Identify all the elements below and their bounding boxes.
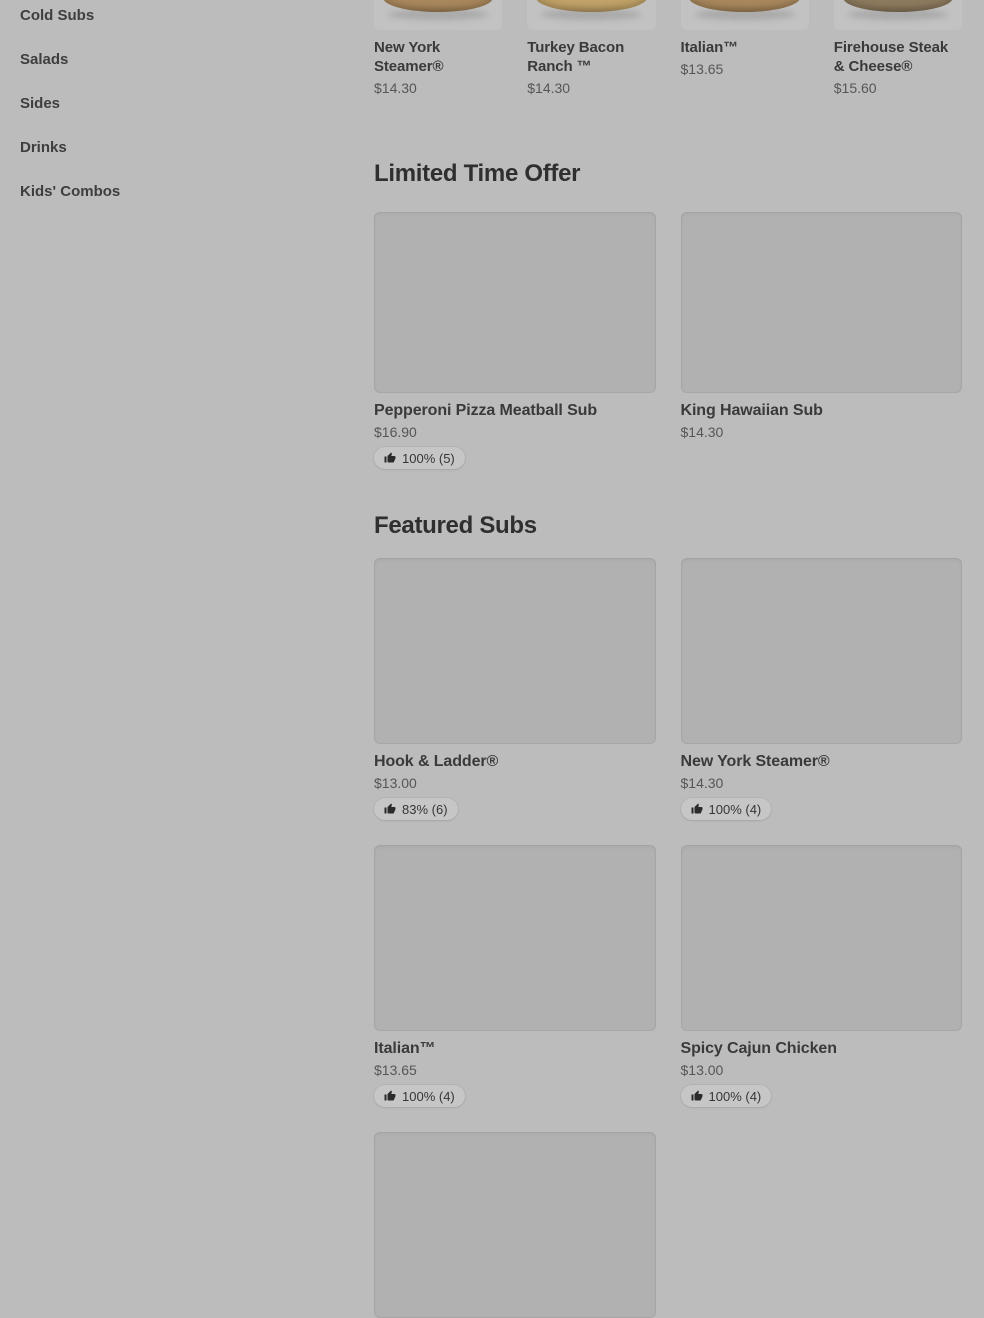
menu-item-card[interactable] (374, 845, 656, 1107)
rating-text: 100% (4) (708, 801, 762, 817)
menu-item-card[interactable] (681, 558, 963, 820)
top-card-row (374, 0, 962, 97)
rating-badge (374, 447, 465, 469)
menu-content (374, 0, 962, 1318)
menu-item-card[interactable] (374, 0, 502, 97)
product-name: King Hawaiian Sub (680, 402, 823, 419)
section-heading: Featured Subs (374, 512, 537, 539)
menu-item-card[interactable] (681, 0, 809, 97)
product-price: $13.65 (680, 61, 724, 77)
card-grid (374, 212, 962, 469)
menu-item-card[interactable] (681, 845, 963, 1107)
thumbs-up-icon (384, 803, 396, 815)
product-image (834, 0, 962, 30)
rating-badge (681, 798, 772, 820)
thumbs-up-icon (691, 803, 703, 815)
product-price: $14.30 (680, 775, 724, 791)
rating-text: 100% (5) (402, 450, 455, 466)
rating-text: 83% (6) (402, 801, 448, 817)
product-price: $13.65 (374, 1062, 417, 1078)
rating-badge (681, 1085, 772, 1107)
rating-badge (374, 798, 458, 820)
photo-shadow (695, 9, 795, 20)
product-name: Pepperoni Pizza Meatball Sub (374, 402, 598, 419)
product-image (374, 558, 656, 744)
product-name: Firehouse Steak & Cheese® (833, 39, 949, 75)
menu-item-card[interactable] (681, 212, 963, 469)
product-price: $13.00 (374, 775, 417, 791)
product-image (374, 0, 502, 30)
thumbs-up-icon (384, 1090, 396, 1102)
photo-shadow (541, 9, 641, 20)
section-limited-time-offer (374, 160, 962, 469)
product-name: Hook & Ladder® (374, 753, 499, 770)
product-image (527, 0, 655, 30)
sidebar-item-drinks[interactable]: Drinks (20, 139, 67, 156)
photo-shadow (388, 9, 488, 20)
sidebar-item-sides[interactable]: Sides (20, 95, 61, 112)
product-image (374, 845, 656, 1031)
product-image (681, 845, 963, 1031)
section-heading: Limited Time Offer (374, 160, 581, 187)
photo-shadow (848, 9, 948, 20)
product-image (681, 0, 809, 30)
product-price: $14.30 (527, 80, 571, 96)
product-name: Italian™ (680, 39, 739, 56)
product-name: Italian™ (374, 1040, 436, 1057)
rating-badge (374, 1085, 465, 1107)
product-name: Turkey Bacon Ranch ™ (527, 39, 625, 75)
thumbs-up-icon (691, 1090, 703, 1102)
product-name: Spicy Cajun Chicken (680, 1040, 837, 1057)
product-image (681, 212, 963, 393)
rating-text: 100% (4) (708, 1088, 762, 1104)
product-name: New York Steamer® (680, 753, 830, 770)
product-price: $14.30 (374, 80, 417, 96)
sidebar-item-salads[interactable]: Salads (20, 51, 69, 68)
section-featured-subs (374, 512, 962, 1318)
product-price: $13.00 (680, 1062, 724, 1078)
menu-item-card-partial[interactable] (374, 1132, 656, 1318)
product-image (681, 558, 963, 744)
product-price: $14.30 (680, 424, 724, 440)
category-sidebar (20, 6, 320, 226)
menu-item-card[interactable] (834, 0, 962, 97)
product-image (374, 212, 656, 393)
product-price: $15.60 (833, 80, 877, 96)
card-grid (374, 558, 962, 1318)
menu-item-card[interactable] (374, 212, 656, 469)
sidebar-item-kids-combos[interactable]: Kids' Combos (20, 183, 121, 200)
sidebar-item-cold-subs[interactable]: Cold Subs (20, 7, 95, 24)
thumbs-up-icon (384, 452, 396, 464)
rating-text: 100% (4) (402, 1088, 455, 1104)
product-image (374, 1132, 656, 1318)
product-price: $16.90 (374, 424, 417, 440)
menu-item-card[interactable] (374, 558, 656, 820)
menu-item-card[interactable] (527, 0, 655, 97)
product-name: New York Steamer® (374, 39, 444, 75)
